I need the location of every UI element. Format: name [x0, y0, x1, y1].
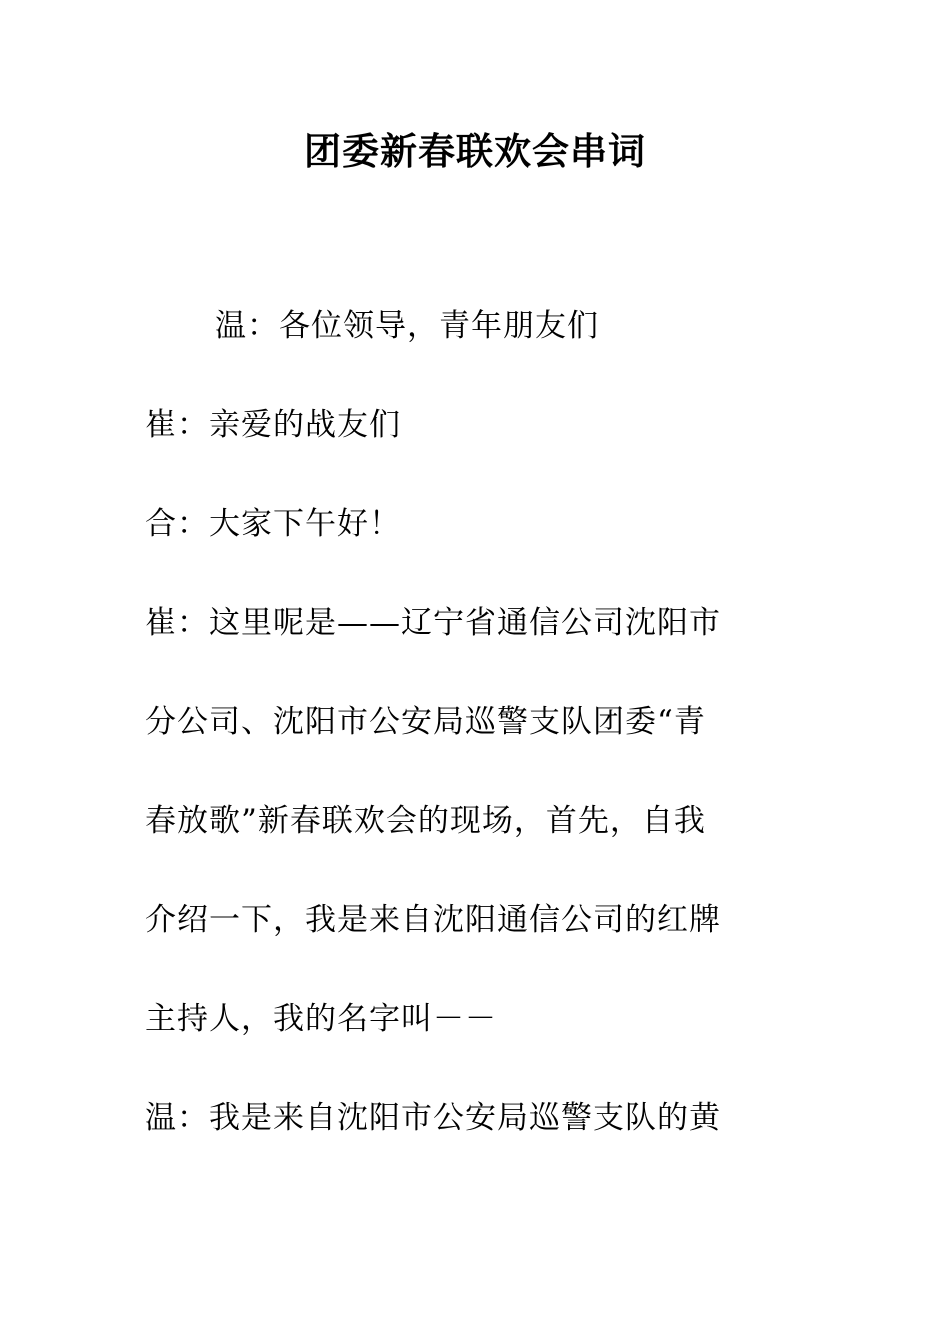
text-line: 温：各位领导，青年朋友们 [215, 308, 599, 344]
text-line: 春放歌”新春联欢会的现场，首先，自我 [145, 803, 706, 839]
text-line: 合：大家下午好！ [145, 506, 401, 542]
text-line: 主持人，我的名字叫－－ [145, 1001, 497, 1037]
text-line: 介绍一下，我是来自沈阳通信公司的红牌 [145, 902, 721, 938]
text-line: 崔：这里呢是——辽宁省通信公司沈阳市 [145, 605, 721, 641]
document-title: 团委新春联欢会串词 [304, 129, 646, 173]
text-line: 崔：亲爱的战友们 [145, 407, 401, 443]
text-line: 温：我是来自沈阳市公安局巡警支队的黄 [145, 1100, 721, 1136]
document-body [145, 300, 785, 1191]
text-line: 分公司、沈阳市公安局巡警支队团委“青 [145, 704, 706, 740]
